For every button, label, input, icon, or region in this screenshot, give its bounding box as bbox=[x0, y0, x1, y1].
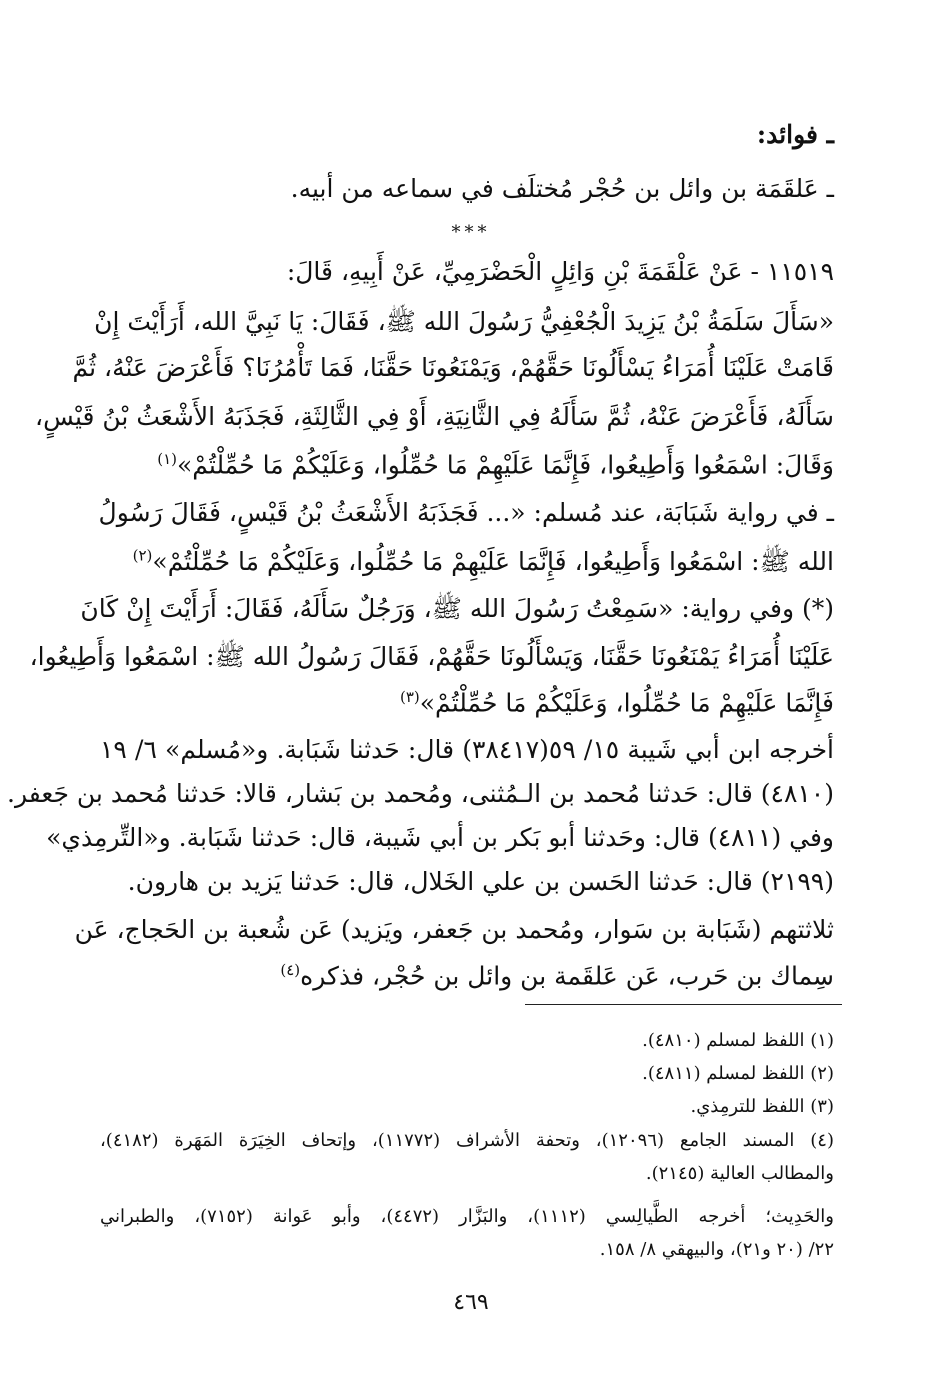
hadith-intro: ١١٥١٩ - عَنْ عَلْقَمَةَ بْنِ وَائِلٍ الْحَضْرَمِيِّ، عَنْ أَبِيهِ، قَالَ: bbox=[286, 257, 834, 286]
footnote-divider bbox=[525, 1004, 842, 1005]
variant-1-line-2 bbox=[133, 546, 834, 583]
page-number: ٤٦٩ bbox=[453, 1290, 489, 1315]
variant-1-line-1: ـ في رواية شَبَابَة، عند مُسلم: «... فَجَذَبَهُ الأَشْعَثُ بْنُ قَيْسٍ، فَقَالَ رَسُولُ bbox=[98, 498, 834, 527]
footnote-1: (١) اللفظ لمسلم (٤٨١٠). bbox=[642, 1030, 834, 1051]
variant-2-line-1: (*) وفي رواية: «سَمِعْتُ رَسُولَ الله ﷺ، وَرَجُلٌ سَأَلَهُ، فَقَالَ: أَرَأَيْتَ إِنْ كَانَ bbox=[80, 594, 834, 623]
takhrij-line-5: ثلاثتهم (شَبَابة بن سَوار، ومُحمد بن جَعفر، ويَزيد) عَن شُعبة بن الحَجاج، عَن bbox=[74, 915, 834, 944]
footnote-ref-1: (١) bbox=[157, 450, 177, 468]
section-separator: *** bbox=[451, 222, 491, 243]
footnote-ref-4: (٤) bbox=[280, 961, 301, 979]
hadith-text-line-4 bbox=[157, 450, 834, 479]
footnote-3: (٣) اللفظ للترمِذي. bbox=[690, 1096, 834, 1117]
takhrij-line-6 bbox=[280, 961, 834, 990]
benefit-note: ـ عَلقَمَة بن وائل بن حُجْر مُختلَف في سماعه من أبيه. bbox=[290, 174, 834, 203]
variant-2-line-3 bbox=[400, 688, 834, 717]
footnote-ref-2: (٢) bbox=[132, 546, 153, 565]
hadith-text-line-1: «سَأَلَ سَلَمَةُ بْنُ يَزِيدَ الْجُعْفِيُّ رَسُولَ الله ﷺ، فَقَالَ: يَا نَبِيَّ الله، أَرَأَيْتَ إِنْ bbox=[94, 307, 834, 336]
takhrij-line-3: وفي (٤٨١١) قال: وحَدثنا أبو بَكر بن أبي شَيبة، قال: حَدثنا شَبَابة. و«التِّرمِذي» bbox=[46, 823, 834, 852]
variant-2-line-2: عَلَيْنَا أُمَرَاءُ يَمْنَعُونَا حَقَّنَا، وَيَسْأَلُونَا حَقَّهُمْ، فَقَالَ رَسُولُ الله ﷺ: اسْمَعُوا وَأَطِيعُوا، bbox=[29, 642, 834, 671]
hadith-text-line-4-text: وَقَالَ: اسْمَعُوا وَأَطِيعُوا، فَإِنَّمَا عَلَيْهِمْ مَا حُمِّلُوا، وَعَلَيْكُمْ مَا حُمِّلْتُمْ» bbox=[176, 450, 834, 480]
footnote-ref-3: (٣) bbox=[399, 688, 420, 706]
takhrij-line-2: (٤٨١٠) قال: حَدثنا مُحمد بن الـمُثنى، ومُحمد بن بَشار، قالا: حَدثنا مُحمد بن جَعفر. bbox=[7, 779, 834, 808]
hadith-text-line-3: سَأَلَهُ، فَأَعْرَضَ عَنْهُ، ثُمَّ سَأَلَهُ فِي الثَّانِيَةِ، أَوْ فِي الثَّالِثَةِ، فَجَذَبَهُ الأَشْعَثُ بْنُ قَيْسٍ، bbox=[35, 402, 834, 431]
takhrij-line-6-text: سِماك بن حَرب، عَن عَلقَمة بن وائل بن حُجْر، فذكره bbox=[300, 961, 834, 991]
footnote-2: (٢) اللفظ لمسلم (٤٨١١). bbox=[642, 1063, 834, 1084]
variant-1-line-2-text: الله ﷺ: اسْمَعُوا وَأَطِيعُوا، فَإِنَّمَا عَلَيْهِمْ مَا حُمِّلُوا، وَعَلَيْكُمْ مَا حُمِّلْتُمْ» bbox=[152, 547, 834, 576]
takhrij-line-4: (٢١٩٩) قال: حَدثنا الحَسن بن علي الخَلال، قال: حَدثنا يَزيد بن هارون. bbox=[127, 867, 834, 896]
takhrij-line-1: أخرجه ابن أبي شَيبة ١٥/ ٥٩(٣٨٤١٧) قال: حَدثنا شَبَابة. و«مُسلم» ٦/ ١٩ bbox=[100, 735, 835, 764]
hadith-text-line-2: قَامَتْ عَلَيْنَا أُمَرَاءُ يَسْأَلُونَا حَقَّهُمْ، وَيَمْنَعُونَا حَقَّنَا، فَمَا تَأْمُرُنَا؟ فَأَعْرَضَ عَنْهُ، ثُمَّ bbox=[72, 353, 834, 382]
benefits-heading: ـ فوائد: bbox=[756, 120, 834, 149]
footnote-4-line-1: (٤) المسند الجامع (١٢٠٩٦)، وتحفة الأشراف (١١٧٧٢)، وإتحاف الخِيَرَة المَهَرة (٤١٨٢)، bbox=[100, 1130, 834, 1151]
footnote-5-line-2: ٢٢/ (٢٠ و٢١)، والبيهقي ٨/ ١٥٨. bbox=[599, 1239, 834, 1260]
footnote-5-line-1: والحَدِيث؛ أخرجه الطَّيالِسي (١١١٢)، والبَزَّار (٤٤٧٢)، وأبو عَوانة (٧١٥٢)، والطبراني bbox=[100, 1206, 834, 1227]
footnote-4-line-2: والمطالب العالية (٢١٤٥). bbox=[645, 1163, 834, 1184]
variant-2-line-3-text: فَإِنَّمَا عَلَيْهِمْ مَا حُمِّلُوا، وَعَلَيْكُمْ مَا حُمِّلْتُمْ» bbox=[419, 688, 834, 718]
